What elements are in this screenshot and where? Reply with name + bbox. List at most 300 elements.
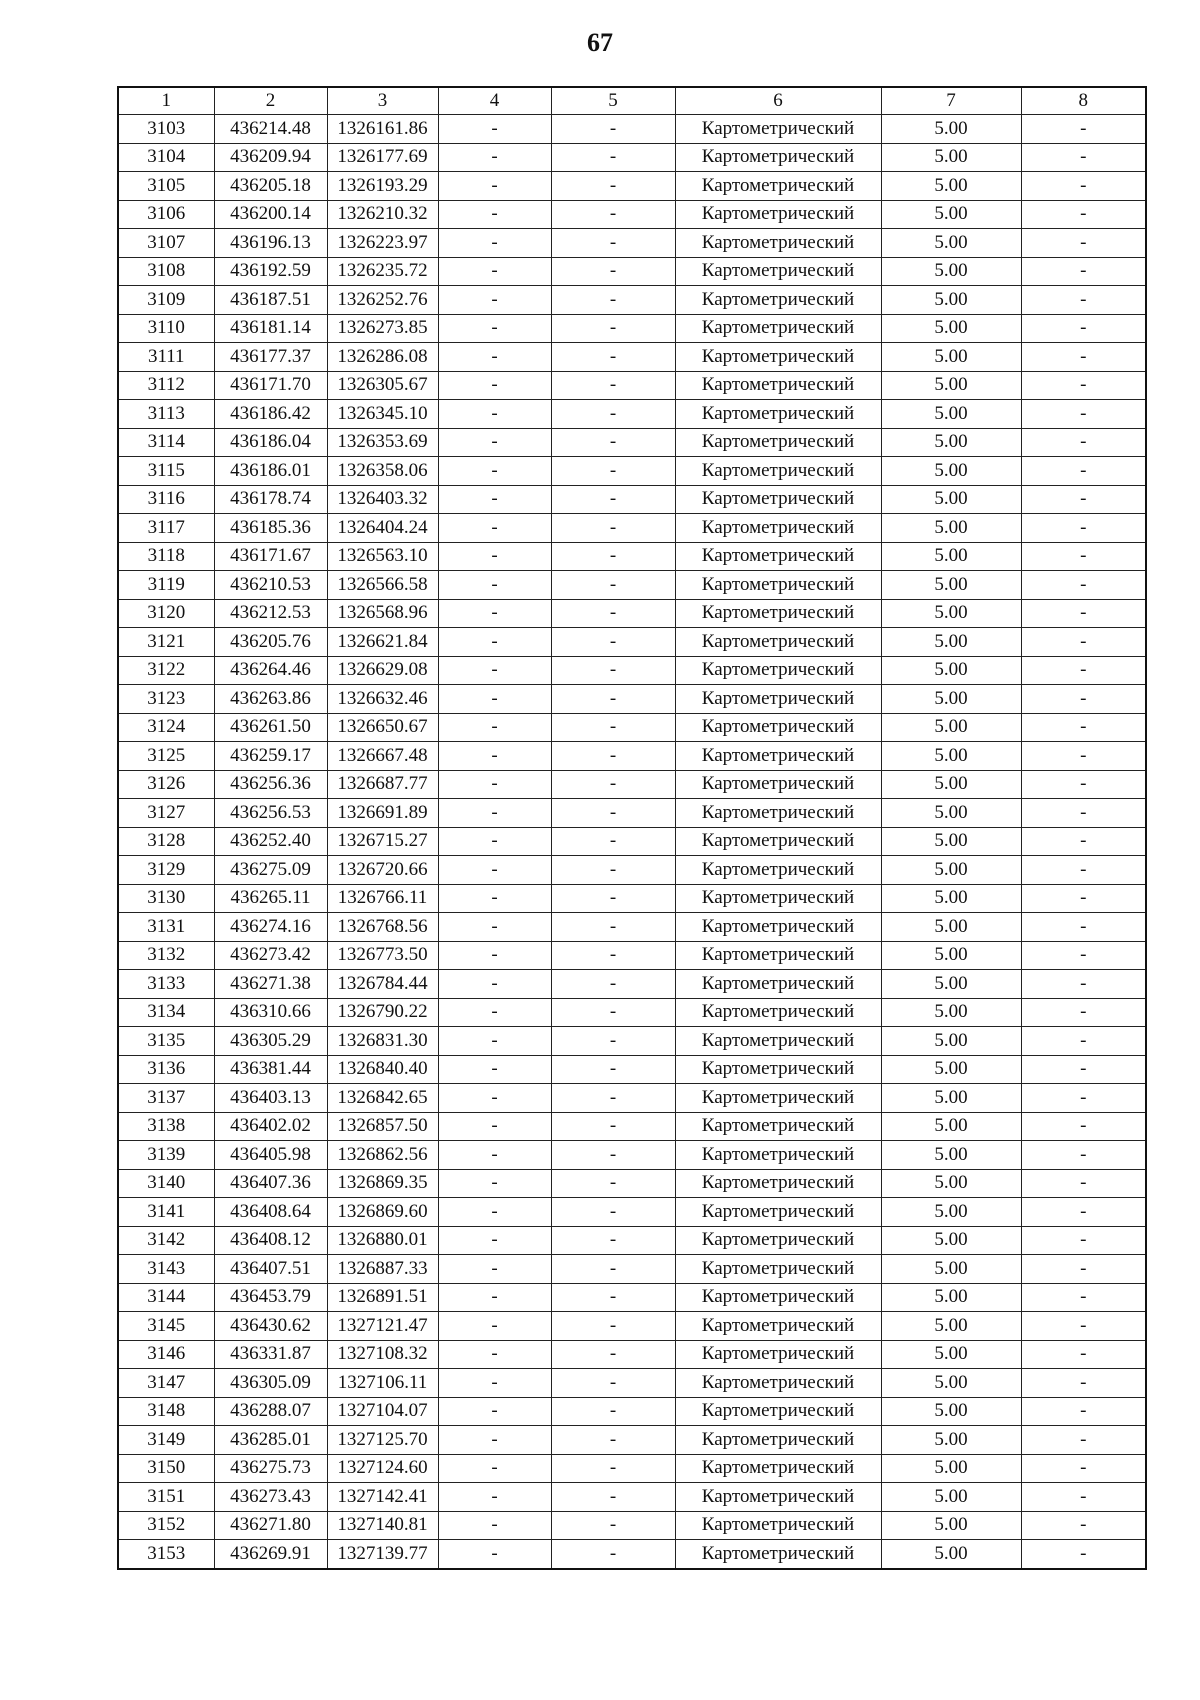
table-cell: 5.00 <box>881 628 1021 657</box>
table-cell: 1327140.81 <box>327 1511 438 1540</box>
table-cell: - <box>1021 485 1146 514</box>
table-cell: 436261.50 <box>214 713 327 742</box>
table-cell: Картометрический <box>675 1340 881 1369</box>
table-cell: 5.00 <box>881 200 1021 229</box>
table-cell: - <box>551 998 675 1027</box>
table-cell: - <box>1021 913 1146 942</box>
table-cell: 3108 <box>118 257 214 286</box>
table-cell: 436453.79 <box>214 1283 327 1312</box>
table-cell: 5.00 <box>881 1169 1021 1198</box>
table-cell: 3119 <box>118 571 214 600</box>
table-cell: - <box>438 485 551 514</box>
table-cell: - <box>551 1426 675 1455</box>
table-cell: - <box>551 1112 675 1141</box>
table-cell: Картометрический <box>675 1055 881 1084</box>
table-cell: - <box>1021 1483 1146 1512</box>
table-cell: - <box>1021 1055 1146 1084</box>
table-cell: Картометрический <box>675 1540 881 1569</box>
table-cell: 436186.01 <box>214 457 327 486</box>
table-cell: 436256.36 <box>214 770 327 799</box>
table-cell: - <box>551 314 675 343</box>
column-header: 6 <box>675 87 881 115</box>
table-cell: - <box>438 742 551 771</box>
table-cell: - <box>1021 1397 1146 1426</box>
table-cell: Картометрический <box>675 143 881 172</box>
table-cell: 5.00 <box>881 286 1021 315</box>
table-cell: 436275.73 <box>214 1454 327 1483</box>
table-cell: 1326353.69 <box>327 428 438 457</box>
table-cell: 1326869.35 <box>327 1169 438 1198</box>
table-cell: - <box>1021 1540 1146 1569</box>
table-cell: 436186.04 <box>214 428 327 457</box>
table-row <box>118 1369 1146 1398</box>
table-cell: - <box>438 656 551 685</box>
table-cell: - <box>551 599 675 628</box>
table-cell: - <box>438 1027 551 1056</box>
table-cell: 436264.46 <box>214 656 327 685</box>
table-cell: - <box>1021 286 1146 315</box>
table-cell: Картометрический <box>675 314 881 343</box>
table-cell: 3129 <box>118 856 214 885</box>
table-cell: - <box>551 542 675 571</box>
table-cell: 436185.36 <box>214 514 327 543</box>
table-cell: - <box>1021 1226 1146 1255</box>
table-cell: - <box>438 1312 551 1341</box>
table-cell: - <box>551 913 675 942</box>
table-row <box>118 685 1146 714</box>
table-cell: - <box>438 1397 551 1426</box>
table-cell: - <box>551 457 675 486</box>
table-cell: 5.00 <box>881 1511 1021 1540</box>
table-cell: Картометрический <box>675 343 881 372</box>
table-cell: - <box>1021 1198 1146 1227</box>
table-cell: 5.00 <box>881 656 1021 685</box>
table-cell: Картометрический <box>675 1198 881 1227</box>
table-cell: - <box>438 115 551 144</box>
table-cell: 5.00 <box>881 571 1021 600</box>
table-row <box>118 1027 1146 1056</box>
table-cell: - <box>438 542 551 571</box>
table-cell: Картометрический <box>675 628 881 657</box>
table-row <box>118 1084 1146 1113</box>
table-cell: - <box>438 685 551 714</box>
table-cell: - <box>1021 1084 1146 1113</box>
table-cell: 1327124.60 <box>327 1454 438 1483</box>
table-cell: - <box>1021 172 1146 201</box>
table-cell: Картометрический <box>675 1255 881 1284</box>
table-row <box>118 1255 1146 1284</box>
column-header: 1 <box>118 87 214 115</box>
table-cell: Картометрический <box>675 428 881 457</box>
table-cell: 436196.13 <box>214 229 327 258</box>
table-cell: 436252.40 <box>214 827 327 856</box>
table-cell: Картометрический <box>675 770 881 799</box>
table-cell: - <box>438 571 551 600</box>
table-row <box>118 115 1146 144</box>
table-cell: Картометрический <box>675 970 881 999</box>
table-cell: 5.00 <box>881 1397 1021 1426</box>
table-cell: - <box>1021 428 1146 457</box>
table-cell: 3104 <box>118 143 214 172</box>
table-cell: - <box>1021 599 1146 628</box>
table-cell: 5.00 <box>881 827 1021 856</box>
table-cell: 5.00 <box>881 1340 1021 1369</box>
table-cell: 436177.37 <box>214 343 327 372</box>
table-cell: 436214.48 <box>214 115 327 144</box>
table-row <box>118 1283 1146 1312</box>
table-cell: 5.00 <box>881 1426 1021 1455</box>
table-cell: - <box>438 770 551 799</box>
table-cell: 5.00 <box>881 1483 1021 1512</box>
table-row <box>118 1426 1146 1455</box>
table-row <box>118 257 1146 286</box>
table-cell: - <box>551 1312 675 1341</box>
table-cell: 5.00 <box>881 1369 1021 1398</box>
table-cell: - <box>438 827 551 856</box>
table-cell: 1326891.51 <box>327 1283 438 1312</box>
column-header: 3 <box>327 87 438 115</box>
table-cell: - <box>1021 1369 1146 1398</box>
table-cell: - <box>1021 257 1146 286</box>
table-cell: Картометрический <box>675 1369 881 1398</box>
table-cell: - <box>551 257 675 286</box>
table-row <box>118 998 1146 1027</box>
table-cell: - <box>551 1027 675 1056</box>
table-cell: - <box>438 1454 551 1483</box>
table-cell: 3113 <box>118 400 214 429</box>
table-cell: 5.00 <box>881 428 1021 457</box>
table-cell: 436192.59 <box>214 257 327 286</box>
table-cell: - <box>551 628 675 657</box>
table-cell: 1326784.44 <box>327 970 438 999</box>
table-row <box>118 1226 1146 1255</box>
table-cell: 1326358.06 <box>327 457 438 486</box>
table-cell: - <box>1021 628 1146 657</box>
table-cell: - <box>1021 514 1146 543</box>
table-cell: - <box>438 514 551 543</box>
table-cell: Картометрический <box>675 913 881 942</box>
table-cell: - <box>551 343 675 372</box>
table-cell: 436259.17 <box>214 742 327 771</box>
table-cell: 1326880.01 <box>327 1226 438 1255</box>
table-cell: Картометрический <box>675 485 881 514</box>
table-cell: 3141 <box>118 1198 214 1227</box>
table-cell: 3120 <box>118 599 214 628</box>
table-cell: 5.00 <box>881 1198 1021 1227</box>
table-body <box>118 115 1146 1569</box>
table-cell: 436275.09 <box>214 856 327 885</box>
table-row <box>118 343 1146 372</box>
table-cell: 436405.98 <box>214 1141 327 1170</box>
table-cell: - <box>438 1141 551 1170</box>
table-cell: 1326252.76 <box>327 286 438 315</box>
table-cell: - <box>1021 571 1146 600</box>
table-cell: Картометрический <box>675 115 881 144</box>
table-cell: 436187.51 <box>214 286 327 315</box>
table-cell: 1326563.10 <box>327 542 438 571</box>
table-cell: 1327125.70 <box>327 1426 438 1455</box>
table-cell: 5.00 <box>881 314 1021 343</box>
table-cell: - <box>551 1454 675 1483</box>
column-header: 4 <box>438 87 551 115</box>
table-cell: 1327108.32 <box>327 1340 438 1369</box>
table-cell: 3150 <box>118 1454 214 1483</box>
table-row <box>118 1397 1146 1426</box>
table-cell: 3132 <box>118 941 214 970</box>
column-header: 5 <box>551 87 675 115</box>
table-cell: 3110 <box>118 314 214 343</box>
table-cell: 1327121.47 <box>327 1312 438 1341</box>
table-row <box>118 571 1146 600</box>
table-cell: - <box>551 1226 675 1255</box>
table-cell: - <box>1021 400 1146 429</box>
table-cell: 5.00 <box>881 1540 1021 1569</box>
table-cell: 1326691.89 <box>327 799 438 828</box>
table-cell: - <box>438 599 551 628</box>
table-cell: Картометрический <box>675 200 881 229</box>
table-cell: - <box>1021 143 1146 172</box>
table-cell: - <box>1021 1027 1146 1056</box>
table-cell: - <box>551 856 675 885</box>
table-row <box>118 371 1146 400</box>
table-cell: Картометрический <box>675 571 881 600</box>
table-cell: - <box>438 457 551 486</box>
table-cell: 1326404.24 <box>327 514 438 543</box>
table-cell: 436305.09 <box>214 1369 327 1398</box>
table-cell: Картометрический <box>675 371 881 400</box>
table-cell: 436186.42 <box>214 400 327 429</box>
table-row <box>118 599 1146 628</box>
table-cell: Картометрический <box>675 827 881 856</box>
table-row <box>118 1483 1146 1512</box>
table-cell: - <box>438 314 551 343</box>
table-cell: 5.00 <box>881 1454 1021 1483</box>
table-cell: 436273.42 <box>214 941 327 970</box>
table-cell: - <box>1021 970 1146 999</box>
table-cell: 5.00 <box>881 371 1021 400</box>
table-cell: - <box>438 200 551 229</box>
table-cell: 1326766.11 <box>327 884 438 913</box>
table-cell: 3146 <box>118 1340 214 1369</box>
table-cell: - <box>551 1283 675 1312</box>
table-cell: 5.00 <box>881 913 1021 942</box>
table-cell: - <box>1021 656 1146 685</box>
table-cell: - <box>1021 799 1146 828</box>
table-cell: 436171.67 <box>214 542 327 571</box>
table-cell: 1326286.08 <box>327 343 438 372</box>
table-cell: 1326193.29 <box>327 172 438 201</box>
table-cell: 3149 <box>118 1426 214 1455</box>
table-cell: - <box>438 628 551 657</box>
table-cell: 3103 <box>118 115 214 144</box>
table-cell: 5.00 <box>881 514 1021 543</box>
table-cell: 1326715.27 <box>327 827 438 856</box>
table-cell: 1326687.77 <box>327 770 438 799</box>
table-cell: 5.00 <box>881 542 1021 571</box>
table-cell: 3124 <box>118 713 214 742</box>
table-cell: 1326403.32 <box>327 485 438 514</box>
table-cell: - <box>551 713 675 742</box>
table-cell: - <box>438 1255 551 1284</box>
table-cell: 436381.44 <box>214 1055 327 1084</box>
table-cell: - <box>438 343 551 372</box>
table-cell: 1326840.40 <box>327 1055 438 1084</box>
table-cell: 3147 <box>118 1369 214 1398</box>
table-cell: - <box>438 1426 551 1455</box>
table-cell: - <box>551 941 675 970</box>
table-cell: 3143 <box>118 1255 214 1284</box>
table-cell: 3131 <box>118 913 214 942</box>
table-cell: 5.00 <box>881 143 1021 172</box>
table-row <box>118 1540 1146 1569</box>
column-header: 8 <box>1021 87 1146 115</box>
table-cell: - <box>551 1511 675 1540</box>
table-cell: 1326223.97 <box>327 229 438 258</box>
table-cell: 436265.11 <box>214 884 327 913</box>
table-cell: 5.00 <box>881 856 1021 885</box>
table-cell: - <box>438 172 551 201</box>
table-cell: 436171.70 <box>214 371 327 400</box>
table-cell: - <box>551 172 675 201</box>
table-cell: 5.00 <box>881 799 1021 828</box>
table-row <box>118 200 1146 229</box>
table-cell: 3125 <box>118 742 214 771</box>
table-cell: - <box>1021 314 1146 343</box>
table-cell: 436178.74 <box>214 485 327 514</box>
table-cell: 3140 <box>118 1169 214 1198</box>
table-cell: 5.00 <box>881 229 1021 258</box>
table-cell: 1326857.50 <box>327 1112 438 1141</box>
table-cell: 3105 <box>118 172 214 201</box>
table-cell: - <box>438 713 551 742</box>
table-cell: 436285.01 <box>214 1426 327 1455</box>
table-cell: Картометрический <box>675 257 881 286</box>
table-cell: 1326621.84 <box>327 628 438 657</box>
table-cell: 3112 <box>118 371 214 400</box>
table-cell: 436200.14 <box>214 200 327 229</box>
table-cell: 1326235.72 <box>327 257 438 286</box>
table-cell: 1326210.32 <box>327 200 438 229</box>
table-cell: - <box>1021 1255 1146 1284</box>
table-cell: - <box>1021 1169 1146 1198</box>
table-cell: - <box>438 1226 551 1255</box>
table-row <box>118 1454 1146 1483</box>
table-cell: - <box>438 428 551 457</box>
table-cell: 5.00 <box>881 998 1021 1027</box>
table-cell: - <box>438 1511 551 1540</box>
table-cell: Картометрический <box>675 1454 881 1483</box>
table-row <box>118 799 1146 828</box>
table-cell: 3153 <box>118 1540 214 1569</box>
table-cell: - <box>438 1084 551 1113</box>
table-cell: - <box>438 856 551 885</box>
table-cell: 1326862.56 <box>327 1141 438 1170</box>
table-cell: 436181.14 <box>214 314 327 343</box>
table-cell: - <box>551 1369 675 1398</box>
table-cell: Картометрический <box>675 1312 881 1341</box>
table-row <box>118 172 1146 201</box>
table-cell: 5.00 <box>881 770 1021 799</box>
table-row <box>118 742 1146 771</box>
table-cell: - <box>1021 1454 1146 1483</box>
table-cell: Картометрический <box>675 514 881 543</box>
table-cell: - <box>1021 856 1146 885</box>
table-cell: - <box>1021 371 1146 400</box>
table-cell: 3134 <box>118 998 214 1027</box>
table-row <box>118 884 1146 913</box>
table-cell: - <box>551 115 675 144</box>
table-cell: Картометрический <box>675 400 881 429</box>
table-row <box>118 1511 1146 1540</box>
table-cell: - <box>551 1198 675 1227</box>
table-cell: Картометрический <box>675 1084 881 1113</box>
table-cell: 436271.80 <box>214 1511 327 1540</box>
table-cell: - <box>551 1540 675 1569</box>
table-cell: - <box>1021 1312 1146 1341</box>
table-cell: 1326842.65 <box>327 1084 438 1113</box>
table-cell: - <box>1021 1112 1146 1141</box>
table-cell: 1326632.46 <box>327 685 438 714</box>
table-row <box>118 1055 1146 1084</box>
table-cell: Картометрический <box>675 656 881 685</box>
table-cell: 1327139.77 <box>327 1540 438 1569</box>
table-cell: - <box>1021 827 1146 856</box>
table-row <box>118 428 1146 457</box>
table-row <box>118 1340 1146 1369</box>
table-cell: 3136 <box>118 1055 214 1084</box>
table-cell: - <box>551 514 675 543</box>
table-cell: 5.00 <box>881 713 1021 742</box>
table-cell: - <box>438 970 551 999</box>
table-cell: 1326568.96 <box>327 599 438 628</box>
table-cell: - <box>1021 884 1146 913</box>
table-cell: 5.00 <box>881 400 1021 429</box>
table-cell: 3130 <box>118 884 214 913</box>
table-cell: 1326887.33 <box>327 1255 438 1284</box>
table-cell: Картометрический <box>675 1141 881 1170</box>
table-cell: 3121 <box>118 628 214 657</box>
table-cell: 3114 <box>118 428 214 457</box>
table-row <box>118 827 1146 856</box>
table-cell: 5.00 <box>881 1112 1021 1141</box>
table-cell: - <box>438 1483 551 1512</box>
table-cell: Картометрический <box>675 1112 881 1141</box>
table-cell: - <box>438 884 551 913</box>
table-cell: - <box>551 742 675 771</box>
table-cell: - <box>551 485 675 514</box>
table-cell: - <box>551 1340 675 1369</box>
table-cell: Картометрический <box>675 685 881 714</box>
table-cell: 436408.64 <box>214 1198 327 1227</box>
table-cell: - <box>551 1397 675 1426</box>
table-cell: - <box>438 286 551 315</box>
table-cell: - <box>551 1084 675 1113</box>
table-cell: 1326177.69 <box>327 143 438 172</box>
table-cell: 1326869.60 <box>327 1198 438 1227</box>
table-cell: 3151 <box>118 1483 214 1512</box>
table-header <box>118 87 1146 115</box>
table-cell: - <box>438 143 551 172</box>
table-cell: - <box>1021 770 1146 799</box>
table-cell: 436331.87 <box>214 1340 327 1369</box>
table-cell: 5.00 <box>881 884 1021 913</box>
table-cell: 1326566.58 <box>327 571 438 600</box>
table-cell: 5.00 <box>881 1055 1021 1084</box>
table-cell: Картометрический <box>675 1027 881 1056</box>
table-cell: - <box>1021 1141 1146 1170</box>
table-cell: - <box>438 1340 551 1369</box>
table-row <box>118 514 1146 543</box>
